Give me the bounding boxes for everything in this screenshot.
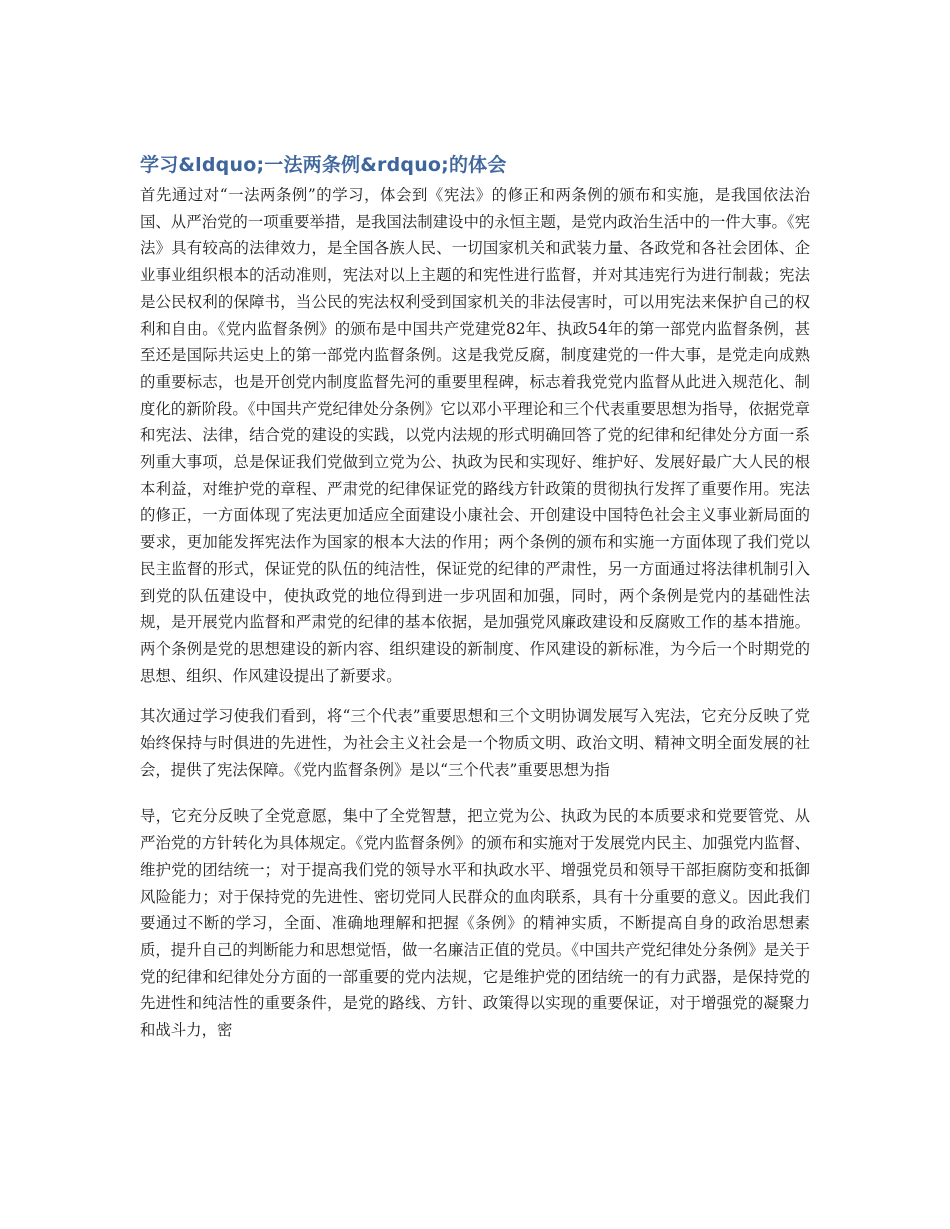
document-title: 学习&ldquo;一法两条例&rdquo;的体会	[140, 154, 507, 176]
paragraph-3: 导，它充分反映了全党意愿，集中了全党智慧，把立党为公、执政为民的本质要求和党要管党、从严治党的方针转化为具体规定。《党内监督条例》的颁布和实施对于发展党内民主、加强党内监督、维护党的团结统一；对于提高我们党的领导水平和执政水平、增强党员和领导干部拒腐防变和抵御风险能力；对于保持党的先进性、密切党同人民群众的血肉联系，具有十分重要的意义。因此我们要通过不断的学习，全面、准确地理解和把握《条例》的精神实质，不断提高自身的政治思想素质，提升自己的判断能力和思想觉悟，做一名廉洁正值的党员。《中国共产党纪律处分条例》是关于党的纪律和纪律处分方面的一部重要的党内法规，它是维护党的团结统一的有力武器，是保持党的先进性和纯洁性的重要条件，是党的路线、方针、政策得以实现的重要保证，对于增强党的凝聚力和战斗力，密	[140, 807, 810, 1040]
paragraph-1: 首先通过对“一法两条例”的学习，体会到《宪法》的修正和两条例的颁布和实施，是我国依法治国、从严治党的一项重要举措，是我国法制建设中的永恒主题，是党内政治生活中的一件大事。《宪法》具有较高的法律效力，是全国各族人民、一切国家机关和武装力量、各政党和各社会团体、企业事业组织根本的活动准则，宪法对以上主题的和宪性进行监督，并对其违宪行为进行制裁；宪法是公民权利的保障书，当公民的宪法权利受到国家机关的非法侵害时，可以用宪法来保护自己的权利和自由。《党内监督条例》的颁布是中国共产党建党82年、执政54年的第一部党内监督条例，甚至还是国际共运史上的第一部党内监督条例。这是我党反腐，制度建党的一件大事，是党走向成熟的重要标志，也是开创党内制度监督先河的重要里程碑，标志着我党党内监督从此进入规范化、制度化的新阶段。《中国共产党纪律处分条例》它以邓小平理论和三个代表重要思想为指导，依据党章和宪法、法律，结合党的建设的实践，以党内法规的形式明确回答了党的纪律和纪律处分方面一系列重大事项，总是保证我们党做到立党为公、执政为民和实现好、维护好、发展好最广大人民的根本利益，对维护党的章程、严肃党的纪律保证党的路线方针政策的贯彻执行发挥了重要作用。宪法的修正，一方面体现了宪法更加适应全面建设小康社会、开创建设中国特色社会主义事业新局面的要求，更加能发挥宪法作为国家的根本大法的作用；两个条例的颁布和实施一方面体现了我们党以民主监督的形式，保证党的队伍的纯洁性，保证党的纪律的严肃性，另一方面通过将法律机制引入到党的队伍建设中，使执政党的地位得到进一步巩固和加强，同时，两个条例是党内的基础性法规，是开展党内监督和严肃党的纪律的基本依据，是加强党风廉政建设和反腐败工作的基本措施。两个条例是党的思想建设的新内容、组织建设的新制度、作风建设的新标准，为今后一个时期党的思想、组织、作风建设提出了新要求。	[140, 186, 810, 685]
paragraph-spacer	[140, 689, 810, 703]
page-break-spacer	[140, 783, 810, 803]
paragraph-2: 其次通过学习使我们看到，将“三个代表”重要思想和三个文明协调发展写入宪法，它充分反映了党始终保持与时俱进的先进性，为社会主义社会是一个物质文明、政治文明、精神文明全面发展的社会，提供了宪法保障。《党内监督条例》是以“三个代表”重要思想为指	[140, 707, 810, 779]
document-body	[140, 150, 810, 1044]
